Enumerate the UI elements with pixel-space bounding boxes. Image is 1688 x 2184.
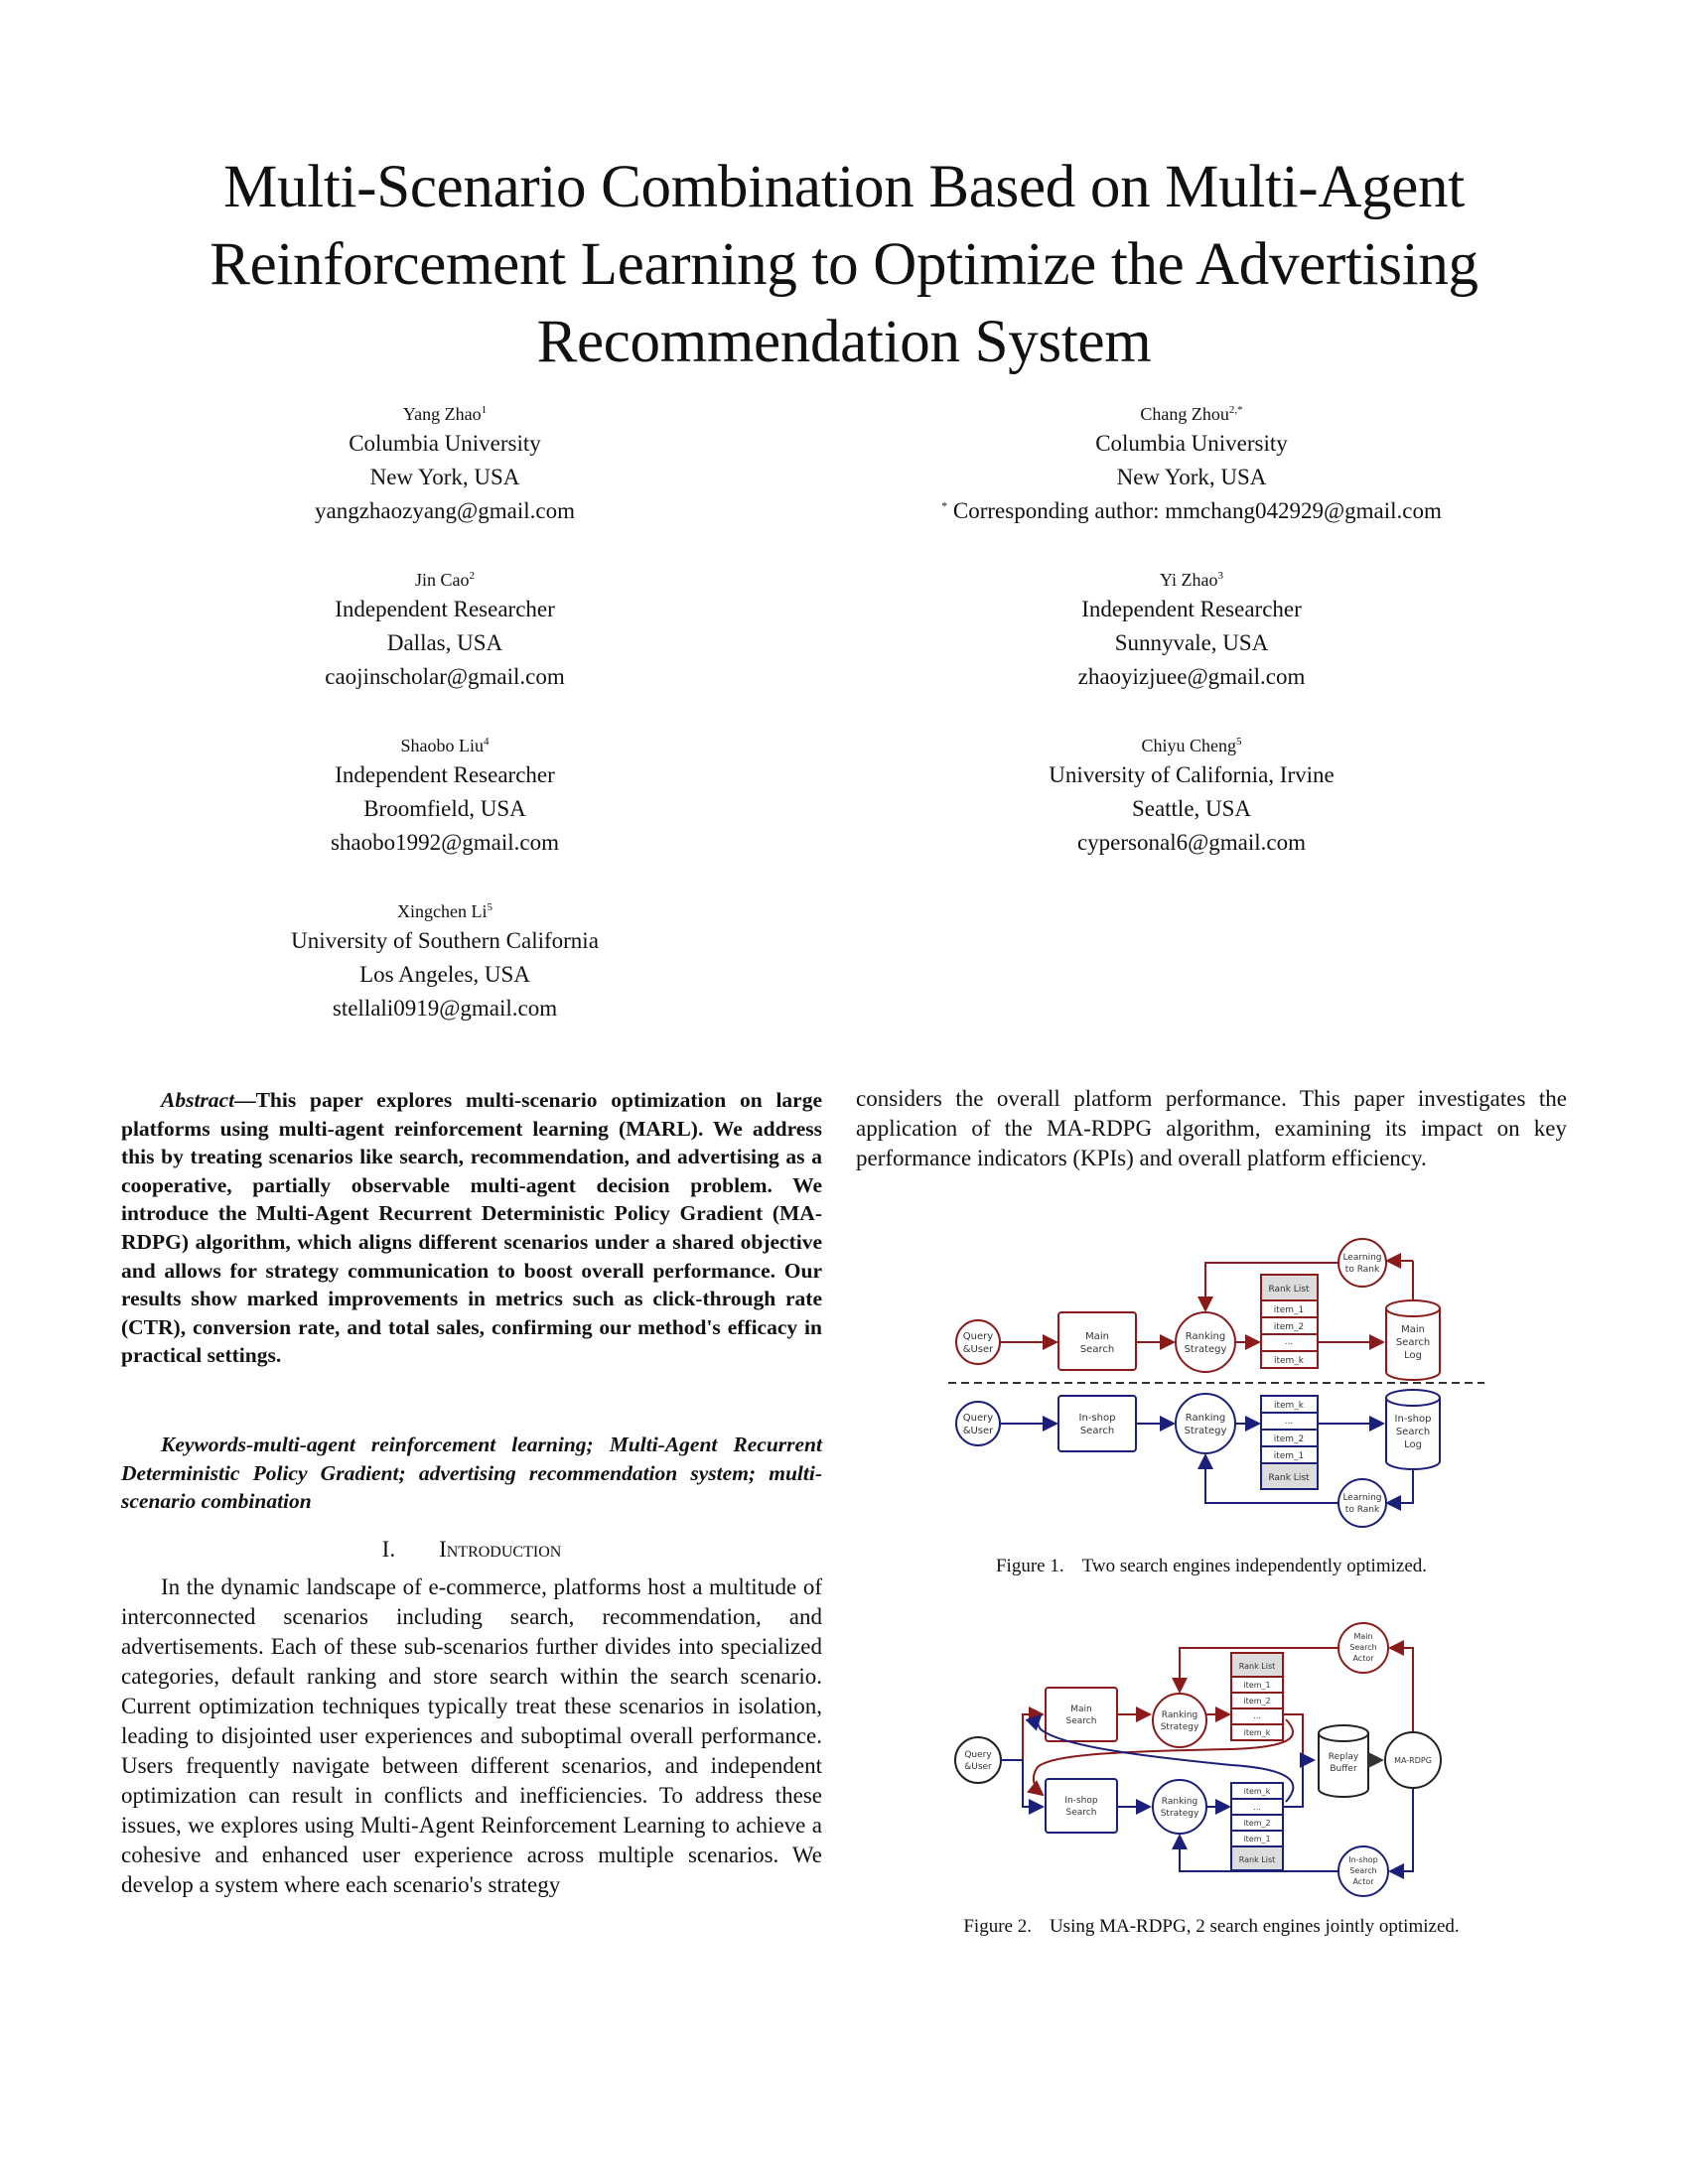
svg-text:item_2: item_2 — [1273, 1434, 1305, 1444]
ranking-strategy-node — [1176, 1394, 1235, 1453]
query-user-node — [956, 1402, 1000, 1445]
svg-text:item_1: item_1 — [1243, 1681, 1271, 1690]
svg-text:&User: &User — [962, 1426, 994, 1436]
keywords: Keywords-multi-agent reinforcement learning; Multi-Agent Recurrent Deterministic Policy Gradient; advertising recommendation system; multi-scenario combination — [121, 1433, 822, 1514]
svg-text:Search: Search — [1395, 1337, 1431, 1348]
svg-text:In-shop: In-shop — [1078, 1413, 1116, 1424]
author-email[interactable]: caojinscholar@gmail.com — [325, 664, 565, 689]
author-location: Seattle, USA — [1131, 796, 1252, 821]
figure-2 — [933, 1608, 1489, 1906]
svg-text:item_2: item_2 — [1273, 1322, 1305, 1332]
section-heading-introduction — [121, 1535, 822, 1565]
ranking-strategy-node — [1176, 1312, 1235, 1372]
svg-text:Main: Main — [1353, 1632, 1373, 1641]
svg-text:Search: Search — [1079, 1344, 1115, 1355]
author-block-6 — [884, 733, 1499, 860]
author-location: Broomfield, USA — [363, 796, 526, 821]
svg-text:Query: Query — [964, 1750, 992, 1760]
svg-text:Rank List: Rank List — [1238, 1662, 1276, 1671]
author-block-2 — [884, 401, 1499, 528]
caption-text: Using MA-RDPG, 2 search engines jointly optimized. — [1049, 1916, 1460, 1937]
author-affiliation: University of Southern California — [291, 928, 599, 953]
author-email[interactable]: * Corresponding author: mmchang042929@gmail.com — [941, 498, 1442, 523]
svg-text:In-shop: In-shop — [1394, 1414, 1432, 1425]
svg-text:Ranking: Ranking — [1185, 1413, 1226, 1424]
svg-text:Search: Search — [1065, 1808, 1097, 1818]
main-search-box — [1046, 1688, 1117, 1741]
svg-text:to Rank: to Rank — [1344, 1505, 1380, 1515]
svg-text:...: ... — [1284, 1337, 1294, 1347]
author-name: Yang Zhao$^1$ — [402, 404, 488, 424]
svg-text:Main: Main — [1070, 1705, 1092, 1714]
figure-number: Figure 2. — [963, 1916, 1032, 1937]
svg-text:item_1: item_1 — [1273, 1451, 1305, 1461]
author-name: Xingchen Li$^5$ — [397, 901, 492, 921]
svg-text:...: ... — [1253, 1803, 1261, 1812]
figure-1-caption — [856, 1555, 1567, 1578]
svg-text:Rank List: Rank List — [1238, 1855, 1276, 1864]
author-email[interactable]: cypersonal6@gmail.com — [1076, 830, 1307, 855]
svg-text:Rank List: Rank List — [1268, 1285, 1310, 1295]
svg-text:Rank List: Rank List — [1268, 1473, 1310, 1483]
svg-text:...: ... — [1253, 1711, 1261, 1720]
svg-text:item_k: item_k — [1273, 1401, 1305, 1411]
author-affiliation: University of California, Irvine — [1049, 762, 1335, 787]
svg-text:In-shop: In-shop — [1348, 1855, 1378, 1864]
svg-text:Main: Main — [1085, 1331, 1109, 1342]
author-affiliation: Independent Researcher — [335, 762, 555, 787]
author-location: Sunnyvale, USA — [1114, 630, 1269, 655]
svg-text:Search: Search — [1395, 1427, 1431, 1437]
title-line-1: Multi-Scenario Combination Based on Multi-Agent — [223, 154, 1465, 220]
figure-number: Figure 1. — [995, 1556, 1064, 1576]
title-line-2: Reinforcement Learning to Optimize the Advertising — [210, 231, 1478, 298]
author-email[interactable]: shaobo1992@gmail.com — [330, 830, 560, 855]
author-email[interactable]: zhaoyizjuee@gmail.com — [1077, 664, 1306, 689]
svg-text:...: ... — [1284, 1417, 1294, 1427]
section-title: Introduction — [439, 1537, 562, 1562]
svg-text:Log: Log — [1404, 1439, 1422, 1450]
abstract-label: Abstract — [161, 1088, 235, 1112]
learning-to-rank-node — [1338, 1479, 1386, 1527]
svg-text:Ranking: Ranking — [1161, 1797, 1198, 1807]
learning-to-rank-node — [1338, 1239, 1386, 1287]
svg-text:item_2: item_2 — [1243, 1697, 1271, 1706]
author-affiliation: Independent Researcher — [335, 597, 555, 621]
svg-text:Query: Query — [962, 1331, 994, 1342]
author-affiliation: Columbia University — [349, 431, 541, 456]
svg-text:Search: Search — [1065, 1716, 1097, 1726]
ranking-strategy-node — [1153, 1694, 1206, 1747]
svg-text:item_1: item_1 — [1273, 1305, 1305, 1315]
svg-text:Actor: Actor — [1352, 1654, 1374, 1663]
svg-text:Log: Log — [1404, 1350, 1422, 1361]
svg-text:item_k: item_k — [1273, 1356, 1305, 1366]
svg-text:Actor: Actor — [1352, 1877, 1374, 1886]
svg-text:Strategy: Strategy — [1160, 1809, 1199, 1819]
author-block-4 — [884, 567, 1499, 694]
author-block-5 — [137, 733, 753, 860]
query-user-node — [956, 1320, 1000, 1364]
svg-text:Search: Search — [1349, 1643, 1377, 1652]
svg-text:item_2: item_2 — [1243, 1819, 1271, 1828]
figure-2-diagram — [933, 1608, 1489, 1906]
svg-text:Strategy: Strategy — [1184, 1344, 1227, 1355]
author-name: Shaobo Liu$^4$ — [400, 736, 490, 755]
ranking-strategy-node — [1153, 1780, 1206, 1834]
svg-text:Search: Search — [1349, 1866, 1377, 1875]
author-affiliation: Independent Researcher — [1081, 597, 1302, 621]
corresponding-marker: * — [941, 498, 948, 513]
author-block-1 — [137, 401, 753, 528]
section-number: I. — [381, 1537, 396, 1562]
inshop-search-box — [1058, 1396, 1136, 1451]
svg-text:to Rank: to Rank — [1344, 1265, 1380, 1275]
svg-text:MA-RDPG: MA-RDPG — [1394, 1756, 1432, 1765]
abstract-text: This paper explores multi-scenario optimization on large platforms using multi-agent reinforcement learning (MARL). We address this by treating scenarios like search, recommendation, and advertising as a cooperative, partially observable multi-agent decision problem. We introduce the Multi-Agent Recurrent Deterministic Policy Gradient (MA-RDPG) algorithm, which aligns different scenarios under a shared objective and allows for strategy communication to boost overall performance. Our results show marked improvements in metrics such as click-through rate (CTR), conversion rate, and total sales, confirming our method's efficacy in practical settings. — [121, 1088, 822, 1368]
author-location: Dallas, USA — [386, 630, 503, 655]
author-email[interactable]: stellali0919@gmail.com — [332, 996, 558, 1021]
author-name: Chiyu Cheng$^5$ — [1141, 736, 1242, 755]
author-name: Yi Zhao$^3$ — [1160, 570, 1223, 590]
author-name: Chang Zhou$^{2,*}$ — [1140, 404, 1243, 424]
author-name: Jin Cao$^2$ — [414, 570, 475, 590]
svg-text:Query: Query — [962, 1413, 994, 1424]
svg-text:Buffer: Buffer — [1330, 1764, 1357, 1774]
svg-text:item_k: item_k — [1243, 1728, 1271, 1737]
figure-1-diagram — [943, 1231, 1489, 1549]
author-location: New York, USA — [1116, 465, 1267, 489]
svg-text:Replay: Replay — [1328, 1752, 1359, 1762]
caption-text: Two search engines independently optimized. — [1081, 1556, 1428, 1576]
svg-text:In-shop: In-shop — [1064, 1796, 1098, 1806]
query-user-node — [955, 1737, 1001, 1783]
svg-text:Strategy: Strategy — [1184, 1426, 1227, 1436]
author-block-3 — [137, 567, 753, 694]
svg-text:Search: Search — [1079, 1426, 1115, 1436]
author-email[interactable]: yangzhaozyang@gmail.com — [315, 498, 575, 523]
author-affiliation: Columbia University — [1095, 431, 1288, 456]
svg-text:&User: &User — [964, 1762, 992, 1772]
svg-text:Ranking: Ranking — [1185, 1331, 1226, 1342]
abstract: Abstract—This paper explores multi-scenario optimization on large platforms using multi-agent reinforcement learning (MARL). We address this by treating scenarios like search, recommendation, and advertising as a cooperative, partially observable multi-agent decision problem. We introduce the Multi-Agent Recurrent Deterministic Policy Gradient (MA-RDPG) algorithm, which aligns different scenarios under a shared objective and allows for strategy communication to boost overall performance. Our results show marked improvements in metrics such as click-through rate (CTR), conversion rate, and total sales, confirming our method's efficacy in practical settings. — [121, 1088, 822, 1368]
title-line-3: Recommendation System — [536, 309, 1152, 375]
author-block-7 — [137, 898, 753, 1025]
inshop-search-box — [1046, 1779, 1117, 1833]
svg-text:item_1: item_1 — [1243, 1835, 1271, 1843]
paper-title — [99, 149, 1589, 381]
figure-1 — [943, 1231, 1489, 1549]
svg-text:Ranking: Ranking — [1161, 1710, 1198, 1720]
svg-text:Learning: Learning — [1342, 1493, 1382, 1503]
figure-2-caption — [856, 1915, 1567, 1939]
svg-text:&User: &User — [962, 1344, 994, 1355]
introduction-paragraph: In the dynamic landscape of e-commerce, platforms host a multitude of interconnected scenarios including search, recommendation, and advertisements. Each of these sub-scenarios further divides into specialized categories, default ranking and store search within the search scenario. Current optimization techniques typically treat these scenarios in isolation, leading to disjointed user experiences and suboptimal overall performance. Users frequently navigate between different scenarios, and independent optimization can result in conflicts and inefficiencies. To address these issues, we explores using Multi-Agent Reinforcement Learning to achieve a cohesive and enhanced user experience across multiple scenarios. We develop a system where each scenario's strategy — [121, 1574, 822, 1897]
introduction-continuation: considers the overall platform performance. This paper investigates the application of the MA-RDPG algorithm, examining its impact on key performance indicators (KPIs) and overall platform efficiency. — [856, 1086, 1567, 1170]
author-location: Los Angeles, USA — [359, 962, 530, 987]
svg-text:item_k: item_k — [1243, 1787, 1271, 1796]
svg-text:Learning: Learning — [1342, 1253, 1382, 1263]
author-location: New York, USA — [369, 465, 520, 489]
svg-text:Main: Main — [1401, 1324, 1425, 1335]
svg-text:Strategy: Strategy — [1160, 1722, 1199, 1732]
